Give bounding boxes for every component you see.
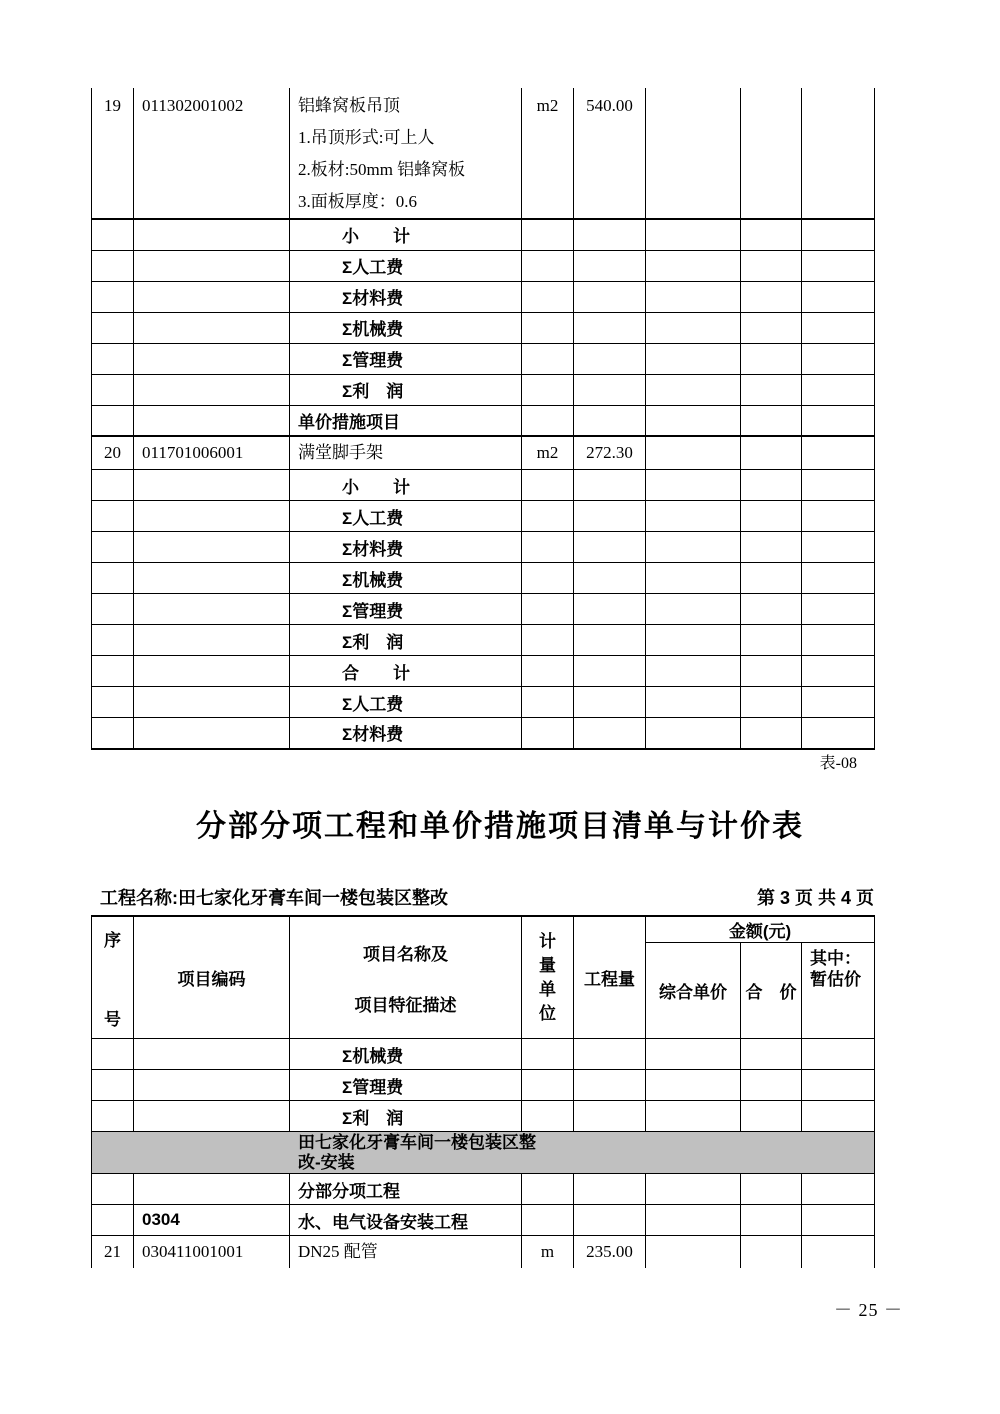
qty-cell bbox=[574, 656, 646, 687]
estimate-price-cell bbox=[802, 1174, 875, 1205]
name-cell bbox=[290, 532, 522, 563]
qty-cell bbox=[574, 563, 646, 594]
estimate-price-cell bbox=[802, 1039, 875, 1070]
unit-cell bbox=[522, 1174, 574, 1205]
seq-cell bbox=[92, 1070, 134, 1101]
seq-cell bbox=[92, 718, 134, 749]
summary-label: 合 计 bbox=[342, 663, 410, 683]
unit-cell bbox=[522, 594, 574, 625]
summary-label: Σ人工费 bbox=[342, 508, 404, 528]
summary-label: Σ人工费 bbox=[342, 258, 404, 277]
code-cell bbox=[134, 687, 290, 718]
item-feature-label: 1.吊顶形式:可上人 bbox=[298, 128, 435, 147]
name-cell bbox=[290, 501, 522, 532]
table-row bbox=[92, 594, 875, 625]
seq-cell bbox=[92, 1101, 134, 1132]
unit-cell bbox=[522, 1039, 574, 1070]
item-feature-label: 3.面板厚度：0.6 bbox=[298, 192, 417, 211]
header-seq-bottom: 号 bbox=[104, 1009, 121, 1029]
unit-cell bbox=[522, 343, 574, 374]
table-row bbox=[92, 656, 875, 687]
estimate-price-cell bbox=[802, 219, 875, 250]
estimate-price-cell bbox=[802, 343, 875, 374]
table-row bbox=[92, 687, 875, 718]
code-cell bbox=[134, 656, 290, 687]
header-quantity: 工程量 bbox=[574, 916, 646, 1039]
unit-price-cell bbox=[646, 656, 741, 687]
total-price-cell bbox=[741, 374, 802, 405]
estimate-price-cell bbox=[802, 250, 875, 281]
code-cell bbox=[134, 718, 290, 749]
unit-price-cell bbox=[646, 625, 741, 656]
total-price-cell bbox=[741, 1070, 802, 1101]
table-row bbox=[92, 532, 875, 563]
table-row bbox=[92, 1174, 875, 1205]
estimate-price-cell bbox=[802, 532, 875, 563]
section-label: 分部分项工程 bbox=[298, 1181, 400, 1201]
qty-cell: 272.30 bbox=[574, 436, 646, 470]
total-price-cell bbox=[741, 687, 802, 718]
table-row bbox=[92, 718, 875, 749]
estimate-price-cell bbox=[802, 656, 875, 687]
total-price-cell bbox=[741, 1205, 802, 1236]
header-seq bbox=[92, 916, 134, 1039]
seq-cell: 20 bbox=[92, 436, 134, 470]
header-item-name-line2: 项目特征描述 bbox=[354, 995, 457, 1015]
unit-cell bbox=[522, 687, 574, 718]
summary-label: Σ机械费 bbox=[342, 320, 404, 339]
qty-cell bbox=[574, 625, 646, 656]
unit-cell bbox=[522, 312, 574, 343]
total-price-cell bbox=[741, 718, 802, 749]
estimate-price-cell bbox=[802, 563, 875, 594]
summary-label: 小 计 bbox=[342, 227, 410, 247]
code-cell bbox=[134, 405, 290, 436]
qty-cell bbox=[574, 501, 646, 532]
item-name-label: DN25 配管 bbox=[298, 1242, 378, 1261]
unit-cell bbox=[522, 501, 574, 532]
name-cell bbox=[290, 625, 522, 656]
unit-price-cell bbox=[646, 532, 741, 563]
table-row bbox=[92, 88, 875, 219]
unit-price-cell bbox=[646, 470, 741, 501]
project-name: 工程名称:田七家化牙膏车间一楼包装区整改 bbox=[100, 888, 448, 908]
table-row bbox=[92, 470, 875, 501]
unit-price-cell bbox=[646, 1039, 741, 1070]
seq-cell bbox=[92, 563, 134, 594]
summary-label: Σ机械费 bbox=[342, 1046, 404, 1066]
name-cell bbox=[290, 312, 522, 343]
unit-price-cell bbox=[646, 250, 741, 281]
qty-cell bbox=[574, 1039, 646, 1070]
seq-cell bbox=[92, 532, 134, 563]
unit-price-cell bbox=[646, 281, 741, 312]
unit-cell: m2 bbox=[522, 88, 574, 219]
qty-cell bbox=[574, 594, 646, 625]
total-price-cell bbox=[741, 1174, 802, 1205]
total-price-cell bbox=[741, 281, 802, 312]
name-cell bbox=[290, 594, 522, 625]
unit-cell bbox=[522, 374, 574, 405]
summary-label: Σ人工费 bbox=[342, 694, 404, 714]
unit-cell bbox=[522, 405, 574, 436]
total-price-cell bbox=[741, 343, 802, 374]
header-item-name-line1: 项目名称及 bbox=[363, 944, 448, 964]
qty-cell bbox=[574, 250, 646, 281]
unit-price-cell bbox=[646, 1070, 741, 1101]
table-row bbox=[92, 625, 875, 656]
code-cell bbox=[134, 343, 290, 374]
seq-cell bbox=[92, 594, 134, 625]
qty-cell bbox=[574, 312, 646, 343]
qty-cell bbox=[574, 687, 646, 718]
unit-price-cell bbox=[646, 1101, 741, 1132]
estimate-price-cell bbox=[802, 436, 875, 470]
seq-cell bbox=[92, 470, 134, 501]
unit-cell bbox=[522, 219, 574, 250]
qty-cell bbox=[574, 1205, 646, 1236]
estimate-price-cell bbox=[802, 1205, 875, 1236]
unit-price-cell bbox=[646, 563, 741, 594]
code-cell bbox=[134, 219, 290, 250]
table-row bbox=[92, 563, 875, 594]
estimate-price-cell bbox=[802, 405, 875, 436]
qty-cell bbox=[574, 718, 646, 749]
name-cell bbox=[290, 374, 522, 405]
seq-cell: 19 bbox=[92, 88, 134, 219]
code-cell: 0304 bbox=[134, 1205, 290, 1236]
name-cell bbox=[290, 470, 522, 501]
estimate-price-cell bbox=[802, 625, 875, 656]
estimate-price-cell bbox=[802, 312, 875, 343]
header-item-code: 项目编码 bbox=[134, 916, 290, 1039]
name-cell bbox=[290, 405, 522, 436]
unit-price-cell bbox=[646, 594, 741, 625]
unit-cell bbox=[522, 718, 574, 749]
summary-label: 小 计 bbox=[342, 477, 410, 497]
qty-cell bbox=[574, 1070, 646, 1101]
code-cell bbox=[134, 1070, 290, 1101]
table-row bbox=[92, 1205, 875, 1236]
code-cell: 030411001001 bbox=[134, 1236, 290, 1269]
code-cell bbox=[134, 1101, 290, 1132]
item-name-label: 铝蜂窝板吊顶 bbox=[298, 96, 400, 115]
form-code-label: 表-08 bbox=[819, 755, 857, 772]
seq-cell bbox=[92, 687, 134, 718]
summary-label: Σ材料费 bbox=[342, 725, 404, 745]
name-cell bbox=[290, 563, 522, 594]
unit-price-cell bbox=[646, 501, 741, 532]
code-cell bbox=[134, 563, 290, 594]
estimate-price-cell bbox=[802, 281, 875, 312]
header-estimate-line1: 其中： bbox=[810, 949, 861, 968]
code-cell bbox=[134, 250, 290, 281]
total-price-cell bbox=[741, 1039, 802, 1070]
name-cell bbox=[290, 656, 522, 687]
header-estimate-line2: 暂估价 bbox=[810, 970, 861, 989]
estimate-price-cell bbox=[802, 88, 875, 219]
unit-cell bbox=[522, 281, 574, 312]
header-total-price: 合 价 bbox=[741, 943, 802, 1039]
table-row bbox=[92, 312, 875, 343]
name-cell bbox=[290, 343, 522, 374]
table-row bbox=[92, 501, 875, 532]
table-row bbox=[92, 343, 875, 374]
total-price-cell bbox=[741, 656, 802, 687]
seq-cell bbox=[92, 625, 134, 656]
unit-price-cell bbox=[646, 1205, 741, 1236]
unit-price-cell bbox=[646, 718, 741, 749]
unit-cell: m2 bbox=[522, 436, 574, 470]
qty-cell: 235.00 bbox=[574, 1236, 646, 1269]
unit-price-cell bbox=[646, 219, 741, 250]
table-row bbox=[92, 250, 875, 281]
table-row bbox=[92, 1236, 875, 1269]
unit-price-cell bbox=[646, 343, 741, 374]
total-price-cell bbox=[741, 88, 802, 219]
code-cell bbox=[134, 470, 290, 501]
summary-label: Σ机械费 bbox=[342, 570, 404, 590]
name-cell bbox=[290, 1101, 522, 1132]
table-header bbox=[92, 916, 875, 1039]
seq-cell bbox=[92, 1039, 134, 1070]
seq-cell bbox=[92, 250, 134, 281]
unit-price-cell bbox=[646, 1236, 741, 1269]
code-cell: 011302001002 bbox=[134, 88, 290, 219]
unit-price-cell bbox=[646, 374, 741, 405]
name-cell bbox=[290, 1236, 522, 1269]
seq-cell bbox=[92, 1205, 134, 1236]
total-price-cell bbox=[741, 1101, 802, 1132]
table-row bbox=[92, 1101, 875, 1132]
unit-price-cell bbox=[646, 687, 741, 718]
total-price-cell bbox=[741, 625, 802, 656]
qty-cell bbox=[574, 405, 646, 436]
total-price-cell bbox=[741, 563, 802, 594]
unit-cell bbox=[522, 656, 574, 687]
table-row bbox=[92, 219, 875, 250]
code-cell bbox=[134, 374, 290, 405]
unit-cell bbox=[522, 563, 574, 594]
seq-cell bbox=[92, 656, 134, 687]
total-price-cell bbox=[741, 532, 802, 563]
unit-cell bbox=[522, 1205, 574, 1236]
unit-cell: m bbox=[522, 1236, 574, 1269]
name-cell bbox=[290, 219, 522, 250]
summary-label: Σ材料费 bbox=[342, 539, 404, 559]
header-seq-top: 序 bbox=[104, 930, 121, 950]
total-price-cell bbox=[741, 312, 802, 343]
code-cell: 011701006001 bbox=[134, 436, 290, 470]
qty-cell bbox=[574, 219, 646, 250]
seq-cell bbox=[92, 281, 134, 312]
unit-cell bbox=[522, 250, 574, 281]
code-cell bbox=[134, 532, 290, 563]
code-cell bbox=[134, 625, 290, 656]
section-divider-label: 田七家化牙膏车间一楼包装区整改-安装 bbox=[298, 1133, 536, 1172]
seq-cell: 21 bbox=[92, 1236, 134, 1269]
section-label: 水、电气设备安装工程 bbox=[298, 1212, 468, 1232]
estimate-price-cell bbox=[802, 374, 875, 405]
unit-cell bbox=[522, 470, 574, 501]
total-price-cell bbox=[741, 1236, 802, 1269]
qty-cell bbox=[574, 1101, 646, 1132]
project-info-row bbox=[91, 884, 874, 910]
page-indicator: 第 3 页 共 4 页 bbox=[756, 888, 874, 908]
summary-label: Σ管理费 bbox=[342, 351, 404, 370]
seq-cell bbox=[92, 1174, 134, 1205]
header-unit-price: 综合单价 bbox=[646, 943, 741, 1039]
table-row bbox=[92, 1039, 875, 1070]
unit-price-cell bbox=[646, 312, 741, 343]
seq-cell bbox=[92, 219, 134, 250]
name-cell bbox=[290, 88, 522, 219]
name-cell bbox=[290, 718, 522, 749]
estimate-price-cell bbox=[802, 687, 875, 718]
total-price-cell bbox=[741, 405, 802, 436]
total-price-cell bbox=[741, 219, 802, 250]
item-feature-label: 2.板材:50mm 铝蜂窝板 bbox=[298, 160, 466, 179]
code-cell bbox=[134, 501, 290, 532]
name-cell bbox=[290, 687, 522, 718]
name-cell bbox=[290, 250, 522, 281]
qty-cell bbox=[574, 281, 646, 312]
table-row bbox=[92, 436, 875, 470]
total-price-cell bbox=[741, 470, 802, 501]
code-cell bbox=[134, 594, 290, 625]
name-cell bbox=[290, 281, 522, 312]
total-price-cell bbox=[741, 250, 802, 281]
summary-label: Σ利 润 bbox=[342, 382, 404, 401]
table-row bbox=[92, 374, 875, 405]
total-price-cell bbox=[741, 436, 802, 470]
qty-cell bbox=[574, 374, 646, 405]
unit-price-cell bbox=[646, 88, 741, 219]
unit-price-cell bbox=[646, 436, 741, 470]
qty-cell: 540.00 bbox=[574, 88, 646, 219]
summary-label: Σ管理费 bbox=[342, 601, 404, 621]
code-cell bbox=[134, 1174, 290, 1205]
name-cell bbox=[290, 1070, 522, 1101]
seq-cell bbox=[92, 312, 134, 343]
header-unit: 计量单位 bbox=[522, 916, 574, 1039]
seq-cell bbox=[92, 343, 134, 374]
name-cell bbox=[290, 1039, 522, 1070]
seq-cell bbox=[92, 501, 134, 532]
code-cell bbox=[134, 1039, 290, 1070]
unit-cell bbox=[522, 1070, 574, 1101]
qty-cell bbox=[574, 343, 646, 374]
unit-cell bbox=[522, 1101, 574, 1132]
seq-cell bbox=[92, 405, 134, 436]
unit-price-cell bbox=[646, 1174, 741, 1205]
seq-cell bbox=[92, 374, 134, 405]
code-cell bbox=[134, 312, 290, 343]
unit-cell bbox=[522, 625, 574, 656]
table-row bbox=[92, 1070, 875, 1101]
estimate-price-cell bbox=[802, 1236, 875, 1269]
qty-cell bbox=[574, 1174, 646, 1205]
estimate-price-cell bbox=[802, 594, 875, 625]
boq-continuation-table bbox=[91, 88, 875, 750]
name-cell bbox=[290, 436, 522, 470]
name-cell bbox=[290, 1174, 522, 1205]
item-name-label: 满堂脚手架 bbox=[298, 443, 383, 462]
summary-label: Σ材料费 bbox=[342, 289, 404, 308]
summary-label: Σ管理费 bbox=[342, 1077, 404, 1097]
section-label: 单价措施项目 bbox=[298, 412, 400, 432]
code-cell bbox=[134, 281, 290, 312]
header-amount-group: 金额(元) bbox=[646, 916, 875, 943]
total-price-cell bbox=[741, 501, 802, 532]
qty-cell bbox=[574, 470, 646, 501]
unit-cell bbox=[522, 532, 574, 563]
table-row bbox=[92, 281, 875, 312]
header-estimate-price bbox=[802, 943, 875, 1039]
total-price-cell bbox=[741, 594, 802, 625]
section-divider-cell bbox=[92, 1132, 875, 1174]
name-cell bbox=[290, 1205, 522, 1236]
estimate-price-cell bbox=[802, 501, 875, 532]
table-row bbox=[92, 405, 875, 436]
header-item-name bbox=[290, 916, 522, 1039]
summary-label: Σ利 润 bbox=[342, 632, 404, 652]
estimate-price-cell bbox=[802, 470, 875, 501]
estimate-price-cell bbox=[802, 1070, 875, 1101]
estimate-price-cell bbox=[802, 718, 875, 749]
boq-main-table bbox=[91, 915, 875, 1268]
table-row bbox=[92, 1132, 875, 1174]
unit-price-cell bbox=[646, 405, 741, 436]
summary-label: Σ利 润 bbox=[342, 1108, 404, 1128]
page-title: 分部分项工程和单价措施项目清单与计价表 bbox=[196, 810, 804, 843]
estimate-price-cell bbox=[802, 1101, 875, 1132]
qty-cell bbox=[574, 532, 646, 563]
page-number: － 25 － bbox=[834, 1300, 903, 1320]
